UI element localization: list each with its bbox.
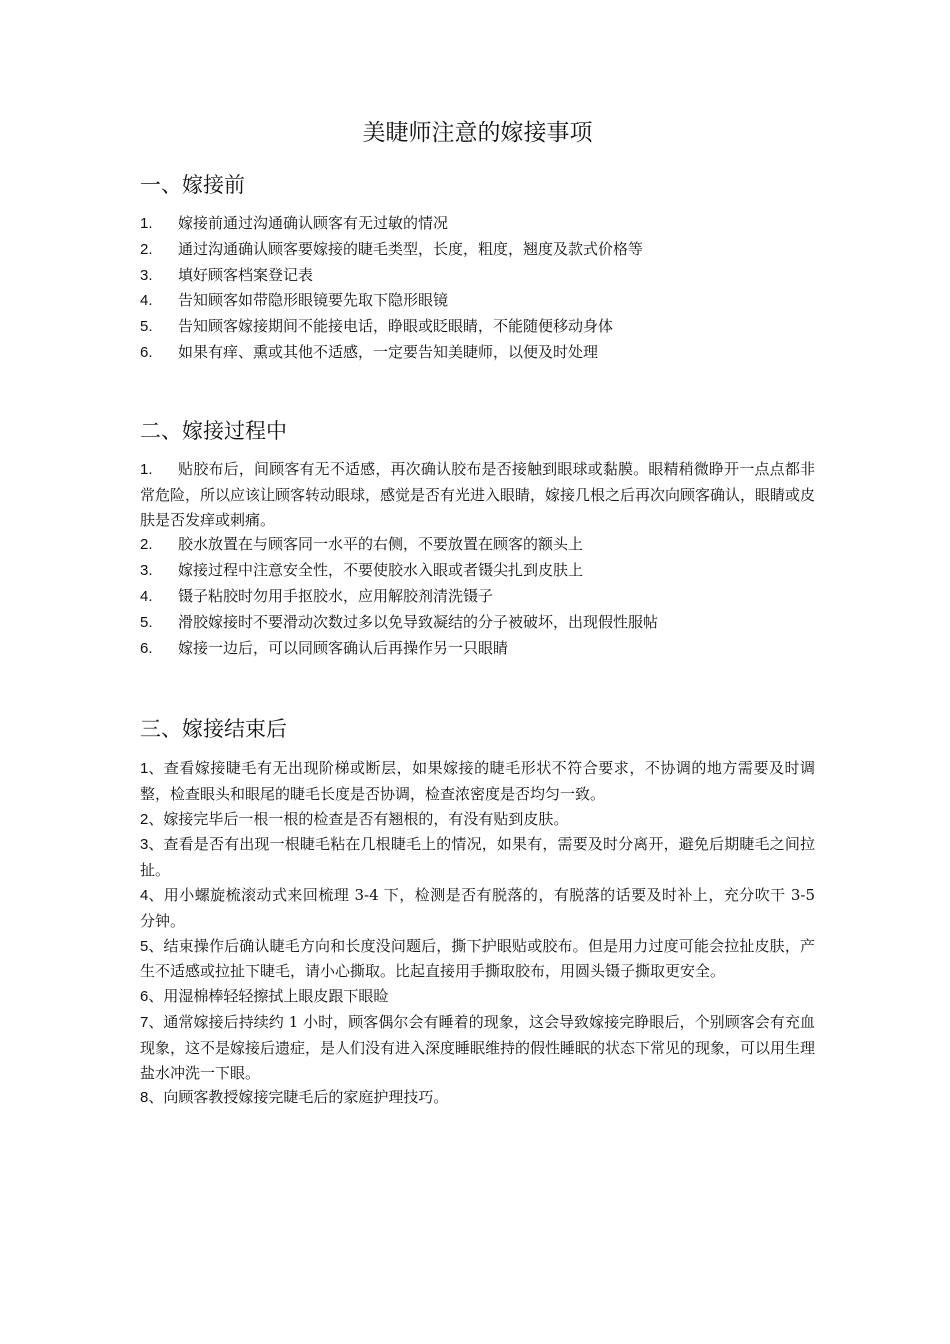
- item-number: 1、: [140, 760, 164, 777]
- list-item: [140, 756, 815, 807]
- item-number: 8、: [140, 1089, 164, 1107]
- section-heading-after: 三、嫁接结束后: [140, 717, 287, 741]
- during-list: [140, 457, 815, 661]
- item-text: 通常嫁接后持续约 1 小时，顾客偶尔会有睡着的现象，这会导致嫁接完睁眼后，个别顾客会有充血现象，这不是嫁接后遗症，是人们没有进入深度睡眠维持的假性睡眠的状态下常见的现象，可以用生理盐水冲洗一下眼。: [140, 1012, 816, 1082]
- item-text: 用湿棉棒轻轻擦拭上眼皮跟下眼睑: [163, 987, 389, 1006]
- item-text: 通过沟通确认顾客要嫁接的睫毛类型，长度，粗度，翘度及款式价格等: [178, 239, 644, 258]
- page-title: 美睫师注意的嫁接事项: [362, 120, 593, 146]
- list-item: [140, 288, 815, 314]
- item-number: 4、: [140, 886, 164, 904]
- item-number: 3.: [140, 562, 153, 580]
- list-item: [140, 340, 815, 366]
- item-text: 如果有痒、熏或其他不适感，一定要告知美睫师，以便及时处理: [178, 342, 599, 361]
- list-item: [140, 610, 815, 636]
- list-item: [140, 457, 815, 532]
- section-heading-during: 二、嫁接过程中: [140, 419, 287, 443]
- item-number: 2、: [140, 810, 164, 828]
- item-number: 6.: [140, 639, 153, 657]
- section-heading-before: 一、嫁接前: [140, 173, 245, 197]
- item-text: 告知顾客嫁接期间不能接电话，睁眼或眨眼睛，不能随便移动身体: [178, 317, 614, 336]
- item-text: 查看嫁接睫毛有无出现阶梯或断层，如果嫁接的睫毛形状不符合要求，不协调的地方需要及时调整，检查眼头和眼尾的睫毛长度是否协调，检查浓密度是否均匀一致。: [140, 759, 815, 803]
- item-text: 嫁接过程中注意安全性，不要使胶水入眼或者镊尖扎到皮肤上: [178, 561, 584, 580]
- list-item: [140, 636, 815, 662]
- item-text: 向顾客教授嫁接完睫毛后的家庭护理技巧。: [163, 1088, 449, 1107]
- list-item: [140, 1085, 815, 1111]
- item-number: 4.: [140, 292, 153, 310]
- item-text: 贴胶布后，间顾客有无不适感，再次确认胶布是否接触到眼球或黏膜。眼精稍微睁开一点点都非常危险，所以应该让顾客转动眼球，感觉是否有光进入眼睛，嫁接几根之后再次向顾客确认，眼睛或皮肤是否发痒或刺痛。: [140, 460, 816, 529]
- item-text: 滑胶嫁接时不要滑动次数过多以免导致凝结的分子被破坏，出现假性服帖: [178, 612, 659, 631]
- item-number: 5.: [140, 318, 153, 336]
- item-number: 3、: [140, 836, 164, 854]
- item-text: 填好顾客档案登记表: [178, 265, 314, 284]
- list-item: [140, 584, 815, 610]
- item-number: 2.: [140, 536, 153, 554]
- item-text: 用小螺旋梳滚动式来回梳理 3-4 下，检测是否有脱落的，有脱落的话要及时补上，充分吹干 3-5 分钟。: [140, 885, 815, 930]
- item-number: 5.: [140, 613, 153, 631]
- list-item: [140, 883, 815, 934]
- list-item: [140, 832, 815, 883]
- item-number: 2.: [140, 240, 153, 258]
- item-number: 4.: [140, 587, 153, 605]
- list-item: [140, 984, 815, 1010]
- item-text: 查看是否有出现一根睫毛粘在几根睫毛上的情况，如果有，需要及时分离开，避免后期睫毛之间拉扯。: [140, 835, 815, 880]
- list-item: [140, 532, 815, 558]
- after-list: [140, 756, 815, 1111]
- item-number: 6.: [140, 343, 153, 361]
- item-text: 嫁接前通过沟通确认顾客有无过敏的情况: [178, 214, 449, 232]
- item-text: 嫁接一边后，可以同顾客确认后再操作另一只眼睛: [178, 638, 509, 657]
- list-item: [140, 1010, 815, 1085]
- list-item: [140, 558, 815, 584]
- item-text: 镊子粘胶时勿用手抠胶水，应用解胶剂清洗镊子: [178, 586, 494, 605]
- list-item: [140, 807, 815, 833]
- list-item: [140, 263, 815, 289]
- list-item: [140, 314, 815, 340]
- item-number: 1.: [140, 461, 153, 478]
- item-number: 3.: [140, 266, 153, 284]
- list-item: [140, 934, 815, 985]
- item-text: 告知顾客如带隐形眼镜要先取下隐形眼镜: [178, 291, 449, 310]
- list-item: [140, 237, 815, 263]
- item-text: 胶水放置在与顾客同一水平的右侧，不要放置在顾客的额头上: [178, 535, 584, 554]
- item-text: 结束操作后确认睫毛方向和长度没问题后，撕下护眼贴或胶布。但是用力过度可能会拉扯皮肤，产生不适感或拉扯下睫毛，请小心撕取。比起直接用手撕取胶布，用圆头镊子撕取更安全。: [140, 936, 815, 981]
- before-list: [140, 211, 815, 366]
- item-number: 6、: [140, 988, 164, 1006]
- item-number: 1.: [140, 215, 153, 232]
- item-number: 5、: [140, 937, 164, 955]
- list-item: [140, 211, 815, 237]
- item-text: 嫁接完毕后一根一根的检查是否有翘根的，有没有贴到皮肤。: [163, 809, 569, 828]
- item-number: 7、: [140, 1013, 164, 1031]
